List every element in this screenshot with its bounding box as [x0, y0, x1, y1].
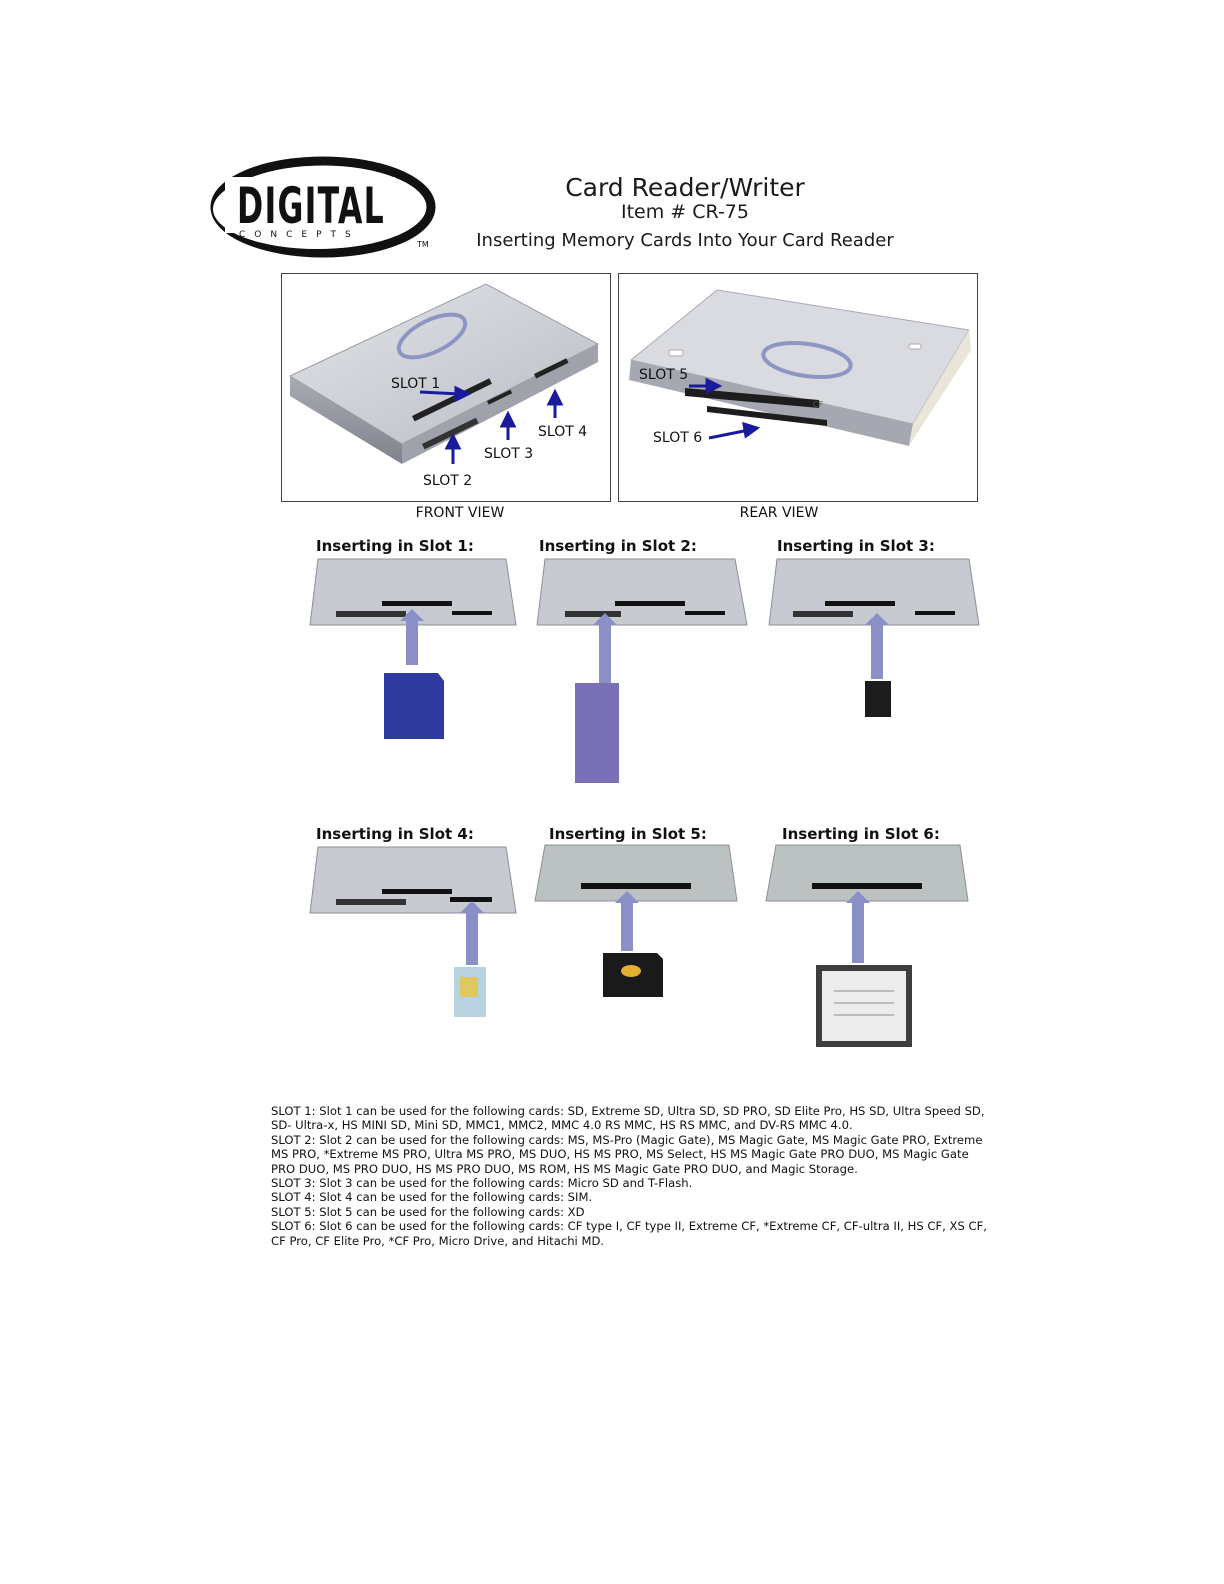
slot-6-description: SLOT 6: Slot 6 can be used for the following cards: CF type I, CF type II, Extreme CF, *Extreme CF, CF-ultra II, HS CF, XS CF, CF Pro, CF Elite Pro, *CF Pro, Micro Drive, and Hitachi MD.	[271, 1219, 987, 1248]
slot-4-insert-illustration	[302, 841, 522, 1041]
slot-compatibility-notes	[271, 1104, 991, 1248]
front-view-image	[281, 273, 611, 502]
rear-view-image	[618, 273, 978, 502]
svg-text:CONCEPTS: CONCEPTS	[239, 230, 360, 240]
micro-sd-icon	[865, 681, 891, 717]
panel-title: Inserting in Slot 3:	[777, 537, 935, 555]
slot-6-insert-illustration	[764, 841, 984, 1061]
sd-card-icon	[384, 673, 444, 739]
page-subtitle: Inserting Memory Cards Into Your Card Reader	[476, 230, 894, 251]
front-label-slot-1: SLOT 1	[391, 376, 441, 392]
insert-panel-slot-5	[549, 825, 779, 1055]
front-view-caption: FRONT VIEW	[415, 505, 505, 521]
panel-title: Inserting in Slot 6:	[782, 825, 940, 843]
front-label-slot-3: SLOT 3	[484, 446, 534, 462]
insert-panel-slot-6	[782, 825, 1012, 1055]
slot-3-insert-illustration	[765, 553, 985, 793]
front-label-slot-2: SLOT 2	[423, 473, 473, 489]
slot-2-description: SLOT 2: Slot 2 can be used for the following cards: MS, MS-Pro (Magic Gate), MS Magic Gate, MS Magic Gate PRO, Extreme MS PRO, *Extreme MS PRO, Ultra MS PRO, MS DUO, HS MS PRO, MS Select, HS MS Magic Gate PRO DUO, MS Magic Gate PRO DUO, MS PRO DUO, HS MS PRO DUO, MS ROM, HS MS Magic Gate PRO DUO, and Magic Storage.	[271, 1132, 983, 1176]
rear-view-caption: REAR VIEW	[739, 505, 819, 521]
slot-1-insert-illustration	[302, 553, 522, 793]
insert-panel-slot-4	[316, 825, 546, 1055]
panel-title: Inserting in Slot 2:	[539, 537, 697, 555]
rear-label-slot-6: SLOT 6	[653, 430, 703, 446]
insert-panel-slot-2	[539, 537, 769, 797]
digital-concepts-logo	[205, 145, 437, 263]
svg-text:TM: TM	[417, 240, 429, 249]
slot-5-description: SLOT 5: Slot 5 can be used for the following cards: XD	[271, 1204, 585, 1219]
slot-1-description: SLOT 1: Slot 1 can be used for the following cards: SD, Extreme SD, Ultra SD, SD PRO, SD Elite Pro, HS SD, Ultra Speed SD, SD- Ultra-x, HS MINI SD, Mini SD, MMC1, MMC2, MMC 4.0 RS MMC, HS RS MMC, and DV-RS MMC 4.0.	[271, 1104, 985, 1133]
insert-panel-slot-1	[316, 537, 546, 797]
panel-title: Inserting in Slot 4:	[316, 825, 474, 843]
insert-panel-slot-3	[777, 537, 1007, 797]
slot-5-insert-illustration	[533, 841, 753, 1041]
svg-text:DIGITAL: DIGITAL	[237, 177, 385, 235]
panel-title: Inserting in Slot 1:	[316, 537, 474, 555]
page-title: Card Reader/Writer	[565, 173, 805, 202]
item-number: Item # CR-75	[621, 201, 749, 223]
rear-label-slot-5: SLOT 5	[639, 367, 689, 383]
memory-stick-icon	[575, 683, 619, 783]
slot-3-description: SLOT 3: Slot 3 can be used for the following cards: Micro SD and T-Flash.	[271, 1176, 693, 1191]
panel-title: Inserting in Slot 5:	[549, 825, 707, 843]
svg-text:CF: CF	[813, 400, 824, 409]
front-label-slot-4: SLOT 4	[538, 424, 588, 440]
slot-4-description: SLOT 4: Slot 4 can be used for the following cards: SIM.	[271, 1190, 593, 1205]
slot-2-insert-illustration	[535, 553, 755, 793]
